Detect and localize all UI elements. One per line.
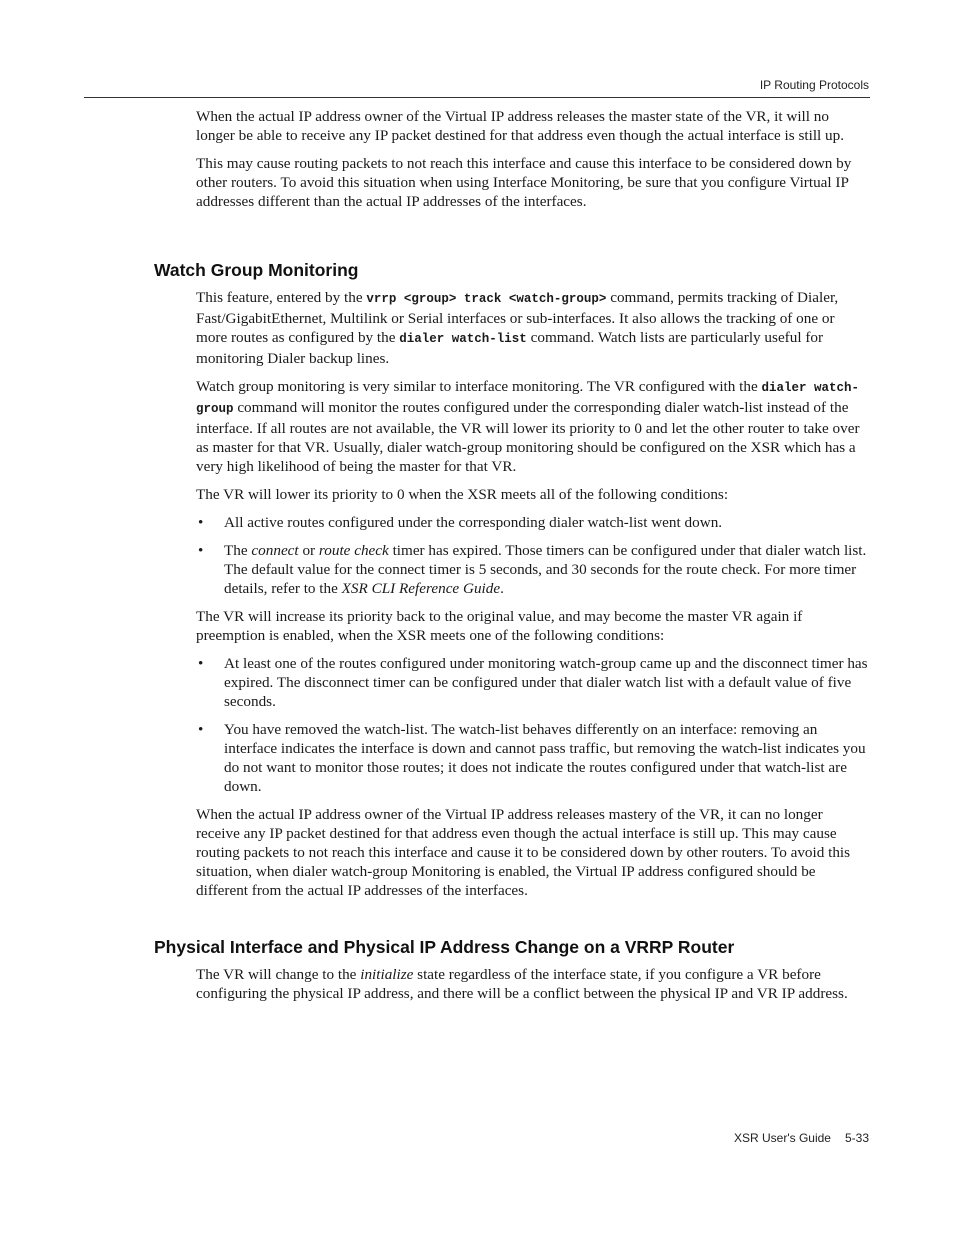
physical-section <box>196 965 869 1012</box>
text-run: timer has expired. Those timers can be configured under that dialer watch list. The default value for the connect timer is 5 seconds, and 30 seconds for the route check. For more timer details, refer to the <box>224 542 867 597</box>
watch-group-paragraph-1 <box>196 288 869 368</box>
text-run: This feature, entered by the <box>196 289 367 306</box>
term-connect: connect <box>251 542 299 559</box>
intro-paragraph-2: This may cause routing packets to not reach this interface and cause this interface to be considered down by other routers. To avoid this situation when using Interface Monitoring, be sure that you configure Virtual IP addresses different than the actual IP addresses of the interfaces. <box>196 155 852 210</box>
text-run: command. Watch lists are particularly useful for monitoring Dialer backup lines. <box>196 329 824 367</box>
text-run: Watch group monitoring is very similar to interface monitoring. The VR configured with the <box>196 378 762 395</box>
intro-paragraph-1: When the actual IP address owner of the Virtual IP address releases the master state of the VR, it will no longer be able to receive any IP packet destined for that address even though the actual interface is still up. <box>196 108 845 144</box>
header-rule <box>84 97 870 98</box>
text-run: The <box>224 542 252 559</box>
command-vrrp-track: vrrp <group> track <watch-group> <box>366 292 607 306</box>
term-initialize: initialize <box>360 966 414 983</box>
command-dialer-watch-group: dialer watch-group <box>196 381 860 416</box>
list-item <box>196 541 869 598</box>
page-number: 5-33 <box>844 1131 869 1145</box>
list-item: • At least one of the routes configured under monitoring watch-group came up and the disconnect timer has expired. The disconnect timer can be configured under that dialer watch list with a default value of five seconds. <box>196 654 869 711</box>
watch-group-section <box>196 288 869 909</box>
watch-group-paragraph-4: The VR will increase its priority back to the original value, and may become the master VR again if preemption is enabled, when the XSR meets one of the following conditions: <box>196 608 803 644</box>
reference-guide-title: XSR CLI Reference Guide <box>341 580 501 597</box>
text-run: The VR will change to the <box>196 966 361 983</box>
intro-section <box>196 107 869 220</box>
text-run: command, permits tracking of Dialer, Fast/GigabitEthernet, Multilink or Serial interfaces or sub-interfaces. It also allows the tracking of one or more routes as configured by the <box>196 289 839 346</box>
text-run: or <box>298 542 319 559</box>
lower-priority-conditions-list <box>196 513 869 598</box>
running-head: IP Routing Protocols <box>759 78 869 92</box>
term-route-check: route check <box>318 542 389 559</box>
heading-physical-interface-change: Physical Interface and Physical IP Address Change on a VRRP Router <box>154 937 735 957</box>
text-run: state regardless of the interface state, if you configure a VR before configuring the physical IP address, and there will be a conflict between the physical IP and VR IP address. <box>196 966 848 1002</box>
watch-group-paragraph-5: When the actual IP address owner of the Virtual IP address releases mastery of the VR, it can no longer receive any IP packet destined for that address even though the actual interface is still up. This may cause routing packets to not reach this interface and cause it to be considered down by other routers. To avoid this situation, when dialer watch-group Monitoring is enabled, the Virtual IP address configured should be different from the actual IP addresses of the interfaces. <box>196 806 851 899</box>
text-run: command will monitor the routes configured under the corresponding dialer watch-list instead of the interface. If all routes are not available, the VR will lower its priority to 0 and let the other router to take over as master for that VR. Usually, dialer watch-group monitoring should be configured on the XSR which has a very high likelihood of being the master for that VR. <box>196 399 860 475</box>
watch-group-paragraph-3: The VR will lower its priority to 0 when the XSR meets all of the following conditions: <box>196 486 729 503</box>
physical-paragraph-1 <box>196 965 869 1003</box>
heading-watch-group-monitoring: Watch Group Monitoring <box>154 260 359 280</box>
guide-title: XSR User's Guide <box>733 1131 831 1145</box>
page-footer <box>734 1131 869 1145</box>
command-dialer-watch-list: dialer watch-list <box>399 332 527 346</box>
increase-priority-conditions-list <box>196 654 869 796</box>
text-run: . <box>500 580 504 597</box>
list-item: • You have removed the watch-list. The watch-list behaves differently on an interface: removing an interface indicates the interface is down and cannot pass traffic, but removing the watch-list indicates you do not want to monitor those routes; it does not indicate the routes configured under that watch-list are down. <box>196 720 869 796</box>
watch-group-paragraph-2 <box>196 377 869 476</box>
list-item: • All active routes configured under the corresponding dialer watch-list went down. <box>196 513 869 532</box>
